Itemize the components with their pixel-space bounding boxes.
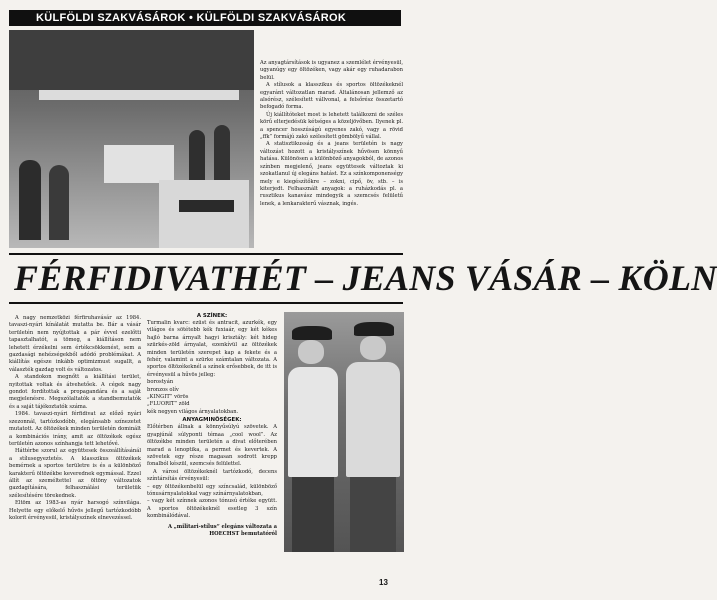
military-style-fashion-photo bbox=[284, 312, 404, 552]
paragraph: A statisztikusság és a jeans területén is nagy változást hozott a kristályszínek hűvösen könnyű hatása. Különösen a különböző anyagokból, de azonos színben megjelenő, jeans együttesek változtak ki szokatlanul új elegáns hatást. Ez a színkomponenségy mely e kiegészítőkre – zokni, cipő, öv, stb. – is kiterjedt. Felhasznált anyagok: a ruházkodás pl. a rusztikus kanavász mindegyik a szemcsés felületű lenek, a lenkarakterű vásznak, ingés. bbox=[260, 141, 403, 207]
paragraph: A standokon megnőtt a kiállítási terület, nyitottak voltak és átvehetőek. A cégek nagy gondot fordítottak a propagandára és a saját megjelenésre. Megszólaltatók a standbemutatók és a saját tájékoztatók száma. bbox=[9, 374, 141, 410]
paragraph: Eltöm az 1983-as nyár harsogó színvilága. Helyette egy előkelő hűvös jellegű tartózkodóbb kolorit érvényesül, kristályszínek elnevezéssel. bbox=[9, 500, 141, 521]
page-number: 13 bbox=[379, 578, 388, 587]
paragraph: A városi öltözékeknél tartózkodó, decens színtársítás érvényesül: bbox=[147, 468, 277, 483]
paragraph: Új kiállítóteket most is lehetett találkozni de széles körű elterjedésük kétséges a közeljövőben. Ilyenek pl. a spencer hosszúságú egyenes zakó, vagy a rövid „ffk” formájú zakó szélesített gömbölyű vállal. bbox=[260, 111, 403, 141]
list-item: „FLUORIT” zöld bbox=[147, 401, 190, 408]
section-heading-materials: ANYAGMINŐSÉGEK: bbox=[182, 417, 242, 424]
section-heading-colors: A SZÍNEK: bbox=[196, 313, 228, 319]
paragraph: 1984. tavaszi-nyári férfidivat az előző nyári szezonnál, tartózkodóbb, elegánsabb színezetet mutatott. Az öltözékek minden területén dominált a kombinációs irány, amit az öltözékek egész területén azonos színhangja tett lehetővé. bbox=[9, 411, 141, 447]
headline: FÉRFIDIVATHÉT – JEANS VÁSÁR – KÖLN bbox=[14, 258, 717, 298]
right-top-column bbox=[260, 60, 403, 208]
photo-caption: A „militari-stílus” elegáns változata a HOECHST bemutatóról bbox=[167, 523, 277, 537]
paragraph: kék negyen világos árnyalatokban. bbox=[147, 408, 239, 415]
divider-bottom bbox=[9, 302, 403, 304]
divider-top bbox=[9, 253, 403, 255]
list-item: „KINGIT” vörös bbox=[147, 394, 189, 401]
paragraph: Az anyagtársítások is ugyanez a szemlélet érvényesül, ugyanúgy egy öltözéken, vagy akár egy ruhadarabon belül. bbox=[260, 60, 403, 81]
section-banner: KÜLFÖLDI SZAKVÁSÁROK • KÜLFÖLDI SZAKVÁSÁROK bbox=[9, 10, 401, 26]
paragraph: Háttérbe szorul az együttesek összeállításánál a stílusegyeztetés. A klasszikus öltözékek bemérnek a sportos területre is és a különböző karakterű öltözékbe keverednek egymással. Ezzel állít az személtettel az öltöny változatok gazdagítására, felhasználási területük szélesítésére törekednek. bbox=[9, 448, 141, 499]
paragraph: Turmalin kvarc: ezüst és antracit, azurkék, egy világos és sötétebb kék fuxiaár, egy két kékes hajló barna árnyalt hagyi krisztály: két hideg szürkés-zöld árnyalat, ezenkívül az öltözékek minden területén szerepet kap a fekete és a fehér, valamint a szürke számtalan változata. A sportos öltözékeknél a színek erősebbek, de itt is érvényesül a hűvös jelleg: bbox=[147, 320, 277, 378]
list-item: – egy öltözékenbelül egy színcsalád, különböző tónusárnyalatokkal vagy színárnyalatokban, bbox=[147, 483, 277, 497]
list-item: borostyán bbox=[147, 379, 174, 386]
trade-fair-photo bbox=[9, 30, 254, 248]
paragraph: A nagy nemzetközi férfiruhavásár az 1984. tavaszi-nyári kínálatát mutatta be. Bár a vásár területén nem nyújtottak a pár évvel ezelőtti tapasztalhatót, a tömeg, a kiállításon nem lehetett érzékelni sem értékcsökkenést, sem a gazdasági nehézségekből adódó problémákat. A kiállítás egésze inkább optimizmust sugallt, a választék gazdag volt és változatos. bbox=[9, 315, 141, 373]
list-item: – vagy két színnek azonos tónusú értéke együtt. A sportos öltözékeknél esetleg 3 szín kombinálódával. bbox=[147, 498, 277, 520]
paragraph: Előtérben állnak a könnyűsúlyú szövetek. A gyapjúnál súlyponti témaa „cool wool”. Az öltözékbe minden területén a divat előterében marad a lenoptika, a permet és kevertek. A szövetek egy része magasan sodrott krepp fonalból készül, szemcsés felülettel. bbox=[147, 424, 277, 468]
list-item: bronzos olív bbox=[147, 386, 179, 393]
text-column-2 bbox=[147, 312, 277, 538]
paragraph: A stílusok a klasszikus és sportos öltözékeknél egyaránt változatlan marad. Általánosan jellemző az alsórész, szélesített vállvonal, a felsőrész összetartó befogadó forma. bbox=[260, 82, 403, 111]
text-column-1 bbox=[9, 315, 141, 522]
